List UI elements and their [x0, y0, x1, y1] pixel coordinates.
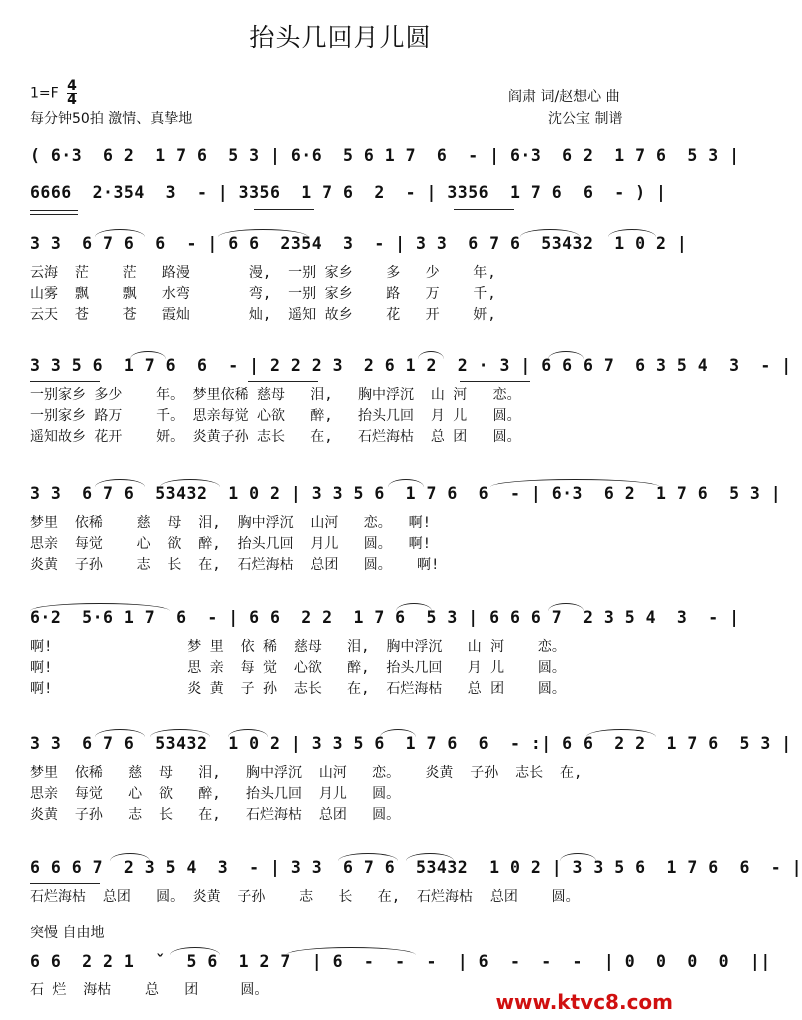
lyrics-system-9-verse-1: 石 烂 海枯 总 团 圆。: [30, 982, 269, 998]
slur: [95, 479, 145, 487]
slur: [160, 479, 220, 487]
notation-system-4: 3 3 5 6 1 7 6 6 - | 2 2 2 3 2 6 1 2 2 · 3 | 6 6 6 7 6 3 5 4 3 - |: [30, 356, 792, 375]
slur: [396, 603, 432, 611]
notation-system-2: 6666 2·354 3 - | 3356 1 7 6 2 - | 3356 1 7 6 6 - ) |: [30, 183, 667, 202]
lyrics-system-5-verse-1: 梦里 依稀 慈 母 泪, 胸中浮沉 山河 恋。 啊!: [30, 515, 432, 531]
slur: [95, 229, 145, 237]
slur: [130, 351, 166, 359]
lyrics-system-3-verse-3: 云天 苍 苍 霞灿 灿, 遥知 故乡 花 开 妍,: [30, 307, 496, 323]
slur: [95, 729, 145, 737]
lyrics-system-6-verse-3: 啊! 炎 黄 子 孙 志长 在, 石烂海枯 总 团 圆。: [30, 681, 566, 697]
slur: [490, 479, 660, 487]
notation-system-9: 6 6 2 2 1 ˇ 5 6 1 2 7 | 6 - - - | 6 - - - | 0 0 0 0 ||: [30, 952, 771, 971]
beam-underline: [460, 381, 530, 382]
slur: [548, 603, 584, 611]
tempo-marking: 每分钟50拍 激情、真挚地: [30, 111, 193, 127]
key-label: 1=F: [30, 85, 59, 102]
slur: [228, 729, 268, 737]
lyrics-system-4-verse-3: 遥知故乡 花开 妍。 炎黄子孙 志长 在, 石烂海枯 总 团 圆。: [30, 429, 521, 445]
time-sig-bottom: 4: [67, 92, 77, 108]
lyrics-system-6-verse-2: 啊! 思 亲 每 觉 心欲 醉, 抬头几回 月 儿 圆。: [30, 660, 566, 676]
lyrics-system-7-verse-2: 思亲 每觉 心 欲 醉, 抬头几回 月儿 圆。: [30, 786, 401, 802]
slur: [110, 853, 150, 861]
site-watermark: www.ktvc8.com: [495, 990, 673, 1014]
lyrics-system-3-verse-2: 山雾 飘 飘 水弯 弯, 一别 家乡 路 万 千,: [30, 286, 496, 302]
song-title: 抬头几回月儿圆: [249, 23, 432, 52]
lyrics-system-3-verse-1: 云海 茫 茫 路漫 漫, 一别 家乡 多 少 年,: [30, 265, 496, 281]
beam-underline: [30, 210, 78, 211]
slur: [560, 853, 596, 861]
time-signature: [67, 80, 77, 107]
coda-instruction: 突慢 自由地: [30, 925, 105, 941]
lyrics-system-7-verse-3: 炎黄 子孙 志 长 在, 石烂海枯 总团 圆。: [30, 807, 401, 823]
slur: [418, 351, 444, 359]
lyrics-system-6-verse-1: 啊! 梦 里 依 稀 慈母 泪, 胸中浮沉 山 河 恋。: [30, 639, 566, 655]
beam-underline: [30, 214, 78, 215]
beam-underline: [248, 381, 318, 382]
beam-underline: [30, 381, 100, 382]
slur: [338, 853, 398, 861]
slur: [388, 479, 424, 487]
beam-underline: [30, 883, 100, 884]
notation-system-3: 3 3 6 7 6 6 - | 6 6 2354 3 - | 3 3 6 7 6 53432 1 0 2 |: [30, 234, 688, 253]
credits: 阎肃 词/赵想心 曲: [508, 89, 620, 105]
slur: [520, 229, 580, 237]
notation-system-8: 6 6 6 7 2 3 5 4 3 - | 3 3 6 7 6 53432 1 0 2 | 3 3 5 6 1 7 6 6 - |: [30, 858, 802, 877]
lyrics-system-5-verse-2: 思亲 每觉 心 欲 醉, 抬头几回 月儿 圆。 啊!: [30, 536, 432, 552]
beam-underline: [454, 209, 514, 210]
notation-system-1: ( 6·3 6 2 1 7 6 5 3 | 6·6 5 6 1 7 6 - | 6·3 6 2 1 7 6 5 3 |: [30, 146, 740, 165]
lyrics-system-5-verse-3: 炎黄 子孙 志 长 在, 石烂海枯 总团 圆。 啊!: [30, 557, 440, 573]
slur: [286, 947, 416, 955]
slur: [380, 729, 416, 737]
lyrics-system-7-verse-1: 梦里 依稀 慈 母 泪, 胸中浮沉 山河 恋。 炎黄 子孙 志长 在,: [30, 765, 583, 781]
slur: [218, 229, 308, 237]
slur: [406, 853, 454, 861]
arranger: 沈公宝 制谱: [548, 111, 623, 127]
slur: [586, 729, 656, 737]
notation-system-7: 3 3 6 7 6 53432 1 0 2 | 3 3 5 6 1 7 6 6 - :| 6 6 2 2 1 7 6 5 3 |: [30, 734, 792, 753]
beam-underline: [254, 209, 314, 210]
slur: [548, 351, 584, 359]
slur: [30, 603, 170, 611]
notation-system-5: 3 3 6 7 6 53432 1 0 2 | 3 3 5 6 1 7 6 6 - | 6·3 6 2 1 7 6 5 3 |: [30, 484, 782, 503]
notation-system-6: 6·2 5·6 1 7 6 - | 6 6 2 2 1 7 6 5 3 | 6 6 6 7 2 3 5 4 3 - |: [30, 608, 740, 627]
time-sig-top: 4: [67, 78, 77, 94]
key-signature: [30, 80, 77, 107]
lyrics-system-4-verse-2: 一别家乡 路万 千。 思亲每觉 心欲 醉, 抬头几回 月 儿 圆。: [30, 408, 521, 424]
lyrics-system-8-verse-1: 石烂海枯 总团 圆。 炎黄 子孙 志 长 在, 石烂海枯 总团 圆。: [30, 889, 580, 905]
lyrics-system-4-verse-1: 一别家乡 多少 年。 梦里依稀 慈母 泪, 胸中浮沉 山 河 恋。: [30, 387, 521, 403]
slur: [608, 229, 656, 237]
slur: [150, 729, 210, 737]
slur: [170, 947, 220, 955]
